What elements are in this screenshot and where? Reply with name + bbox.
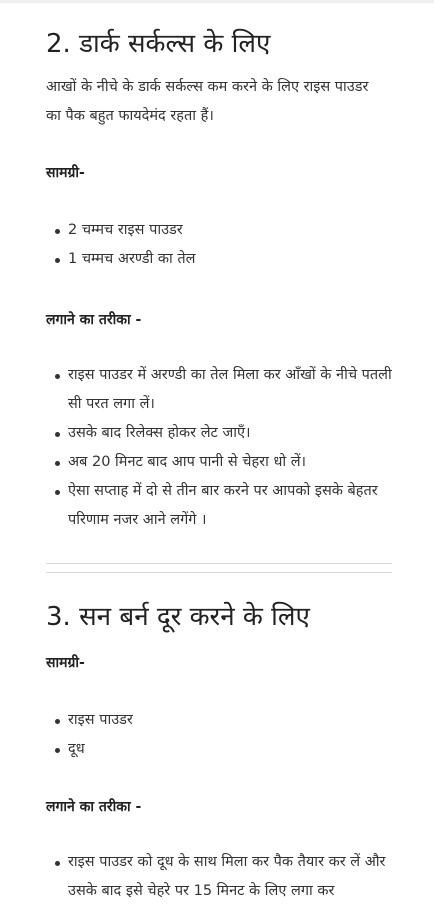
list-item [46, 245, 386, 274]
bullet-icon [55, 229, 60, 234]
bullet-icon [55, 374, 60, 379]
list-item-text: उसके बाद रिलेक्स होकर लेट जाएँ। [68, 425, 251, 441]
bullet-icon [55, 490, 60, 495]
section-3-title: 3. सन बर्न दूर करने के लिए [46, 602, 310, 632]
list-item [46, 216, 386, 245]
list-item-text: 2 चम्मच राइस पाउडर [68, 222, 183, 238]
section-2-method-list [46, 361, 394, 535]
bullet-icon [55, 461, 60, 466]
section-3-method-label: लगाने का तरीका - [46, 799, 142, 815]
section-2-ingredients-list [46, 216, 386, 274]
list-item [46, 735, 386, 764]
list-item-text: 1 चम्मच अरण्डी का तेल [68, 251, 196, 267]
list-item [46, 706, 386, 735]
bullet-icon [55, 748, 60, 753]
list-item-text: राइस पाउडर [68, 712, 133, 728]
top-edge [0, 0, 434, 3]
list-item-text: अब 20 मिनट बाद आप पानी से चेहरा धो लें। [68, 454, 307, 470]
list-item [46, 419, 394, 448]
list-item [46, 477, 394, 535]
list-item [46, 361, 394, 419]
section-2-title: 2. डार्क सर्कल्स के लिए [46, 29, 271, 59]
list-item [46, 848, 398, 906]
section-2-ingredients-label: सामग्री- [46, 165, 85, 181]
list-item-text: राइस पाउडर को दूध के साथ मिला कर पैक तैयार कर लें और उसके बाद इसे चेहरे पर 15 मिनट के लिए लगा कर [68, 854, 386, 899]
list-item-text: दूध [68, 741, 85, 757]
section-divider [46, 563, 392, 564]
section-3-method-list [46, 848, 398, 906]
bullet-icon [55, 432, 60, 437]
list-item-text: राइस पाउडर में अरण्डी का तेल मिला कर आँखों के नीचे पतली सी परत लगा लें। [68, 367, 392, 412]
bullet-icon [55, 258, 60, 263]
section-divider [46, 572, 392, 573]
list-item-text: ऐसा सप्ताह में दो से तीन बार करने पर आपको इसके बेहतर परिणाम नजर आने लगेंगे । [68, 483, 378, 528]
section-3-ingredients-label: सामग्री- [46, 655, 85, 671]
section-2-method-label: लगाने का तरीका - [46, 312, 142, 328]
bullet-icon [55, 861, 60, 866]
bullet-icon [55, 719, 60, 724]
section-3-ingredients-list [46, 706, 386, 764]
section-2-intro: आखों के नीचे के डार्क सर्कल्स कम करने के लिए राइस पाउडर का पैक बहुत फायदेमंद रहता हैं। [46, 79, 369, 124]
list-item [46, 448, 394, 477]
